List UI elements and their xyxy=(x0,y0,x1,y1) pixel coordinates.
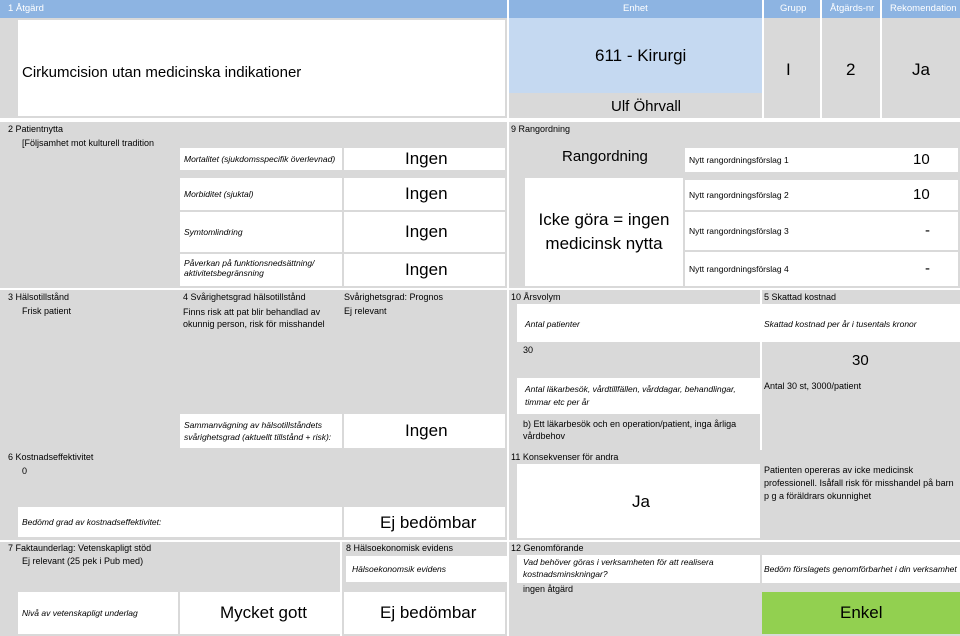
actno-header-text: Åtgärds-nr xyxy=(830,3,875,14)
section-5-header: 5 Skattad kostnad xyxy=(764,292,837,302)
person-cell xyxy=(509,93,762,118)
section-4-header: 4 Svårighetsgrad hälsotillstånd xyxy=(183,292,306,302)
cost-label: Skattad kostnad per år i tusentals kronor xyxy=(764,319,917,329)
patients-label-cell xyxy=(517,304,760,342)
section-1-header xyxy=(0,0,507,18)
weigh-value-cell xyxy=(344,414,505,448)
scientific-support-rating: Mycket gott xyxy=(220,603,307,622)
section-3-header: 3 Hälsotillstånd xyxy=(8,292,70,302)
mortality-label: Mortalitet (sjukdomsspecifik överlevnad) xyxy=(184,154,336,164)
proposal-3-label: Nytt rangordningsförslag 3 xyxy=(689,226,789,236)
implementation-question: Vad behöver göras i verksamheten för att realisera kostnadsminskningar? xyxy=(523,557,714,579)
feasibility-question: Bedöm förslagets genomförbarhet i din verksamhet xyxy=(764,564,957,574)
cost-note: Antal 30 st, 3000/patient xyxy=(764,381,862,391)
ranking-label: Rangordning xyxy=(562,148,648,165)
group-header-text: Grupp xyxy=(780,3,807,14)
scientific-support-label: Nivå av vetenskapligt underlag xyxy=(22,608,138,618)
rec-value: Ja xyxy=(912,60,930,79)
visits-label-cell xyxy=(517,378,760,414)
mortality-label-cell xyxy=(180,148,342,170)
rec-cell xyxy=(882,18,960,118)
proposal-1-label: Nytt rangordningsförslag 1 xyxy=(689,155,789,165)
health-state-value: Frisk patient xyxy=(22,306,72,316)
proposal-1-row xyxy=(685,148,958,172)
symptom-label: Symtomlindring xyxy=(184,227,243,237)
scientific-support-value: Ej relevant (25 pek i Pub med) xyxy=(22,556,144,566)
action-title: Cirkumcision utan medicinska indikationer xyxy=(22,64,302,81)
unit-cell xyxy=(509,18,762,93)
section-7-header: 7 Faktaunderlag: Vetenskapligt stöd xyxy=(8,543,152,553)
scientific-support-label-cell xyxy=(18,592,178,634)
scientific-support-rating-cell xyxy=(180,592,340,634)
cost-effectiveness-value: 0 xyxy=(22,466,28,476)
visits-value: b) Ett läkarbesök och en operation/patient, inga årliga vårdbehov xyxy=(523,419,737,441)
health-economic-rating: Ej bedömbar xyxy=(380,603,477,622)
consequences-section xyxy=(509,450,960,540)
function-label-cell xyxy=(180,254,342,286)
consequences-note: Patienten opereras av icke medicinsk professionell. Isåfall risk för misshandel på barn p g a föräldrars okunnighet xyxy=(764,465,954,501)
morbidity-value-cell xyxy=(344,178,505,210)
weigh-value: Ingen xyxy=(405,421,448,440)
unit-value: 611 - Kirurgi xyxy=(595,46,687,65)
feasibility-rating: Enkel xyxy=(840,603,883,622)
patients-value: 30 xyxy=(523,345,534,355)
rec-header xyxy=(882,0,960,18)
health-economic-label: Hälsoekonomsik evidens xyxy=(352,564,447,574)
rec-header-text: Rekomendation xyxy=(890,3,957,14)
person-name: Ulf Öhrvall xyxy=(611,98,682,115)
action-title-cell xyxy=(0,18,507,118)
section-2-header: 2 Patientnytta xyxy=(8,124,64,134)
patients-label: Antal patienter xyxy=(525,319,580,329)
weigh-label-cell xyxy=(180,414,342,448)
feasibility-question-cell xyxy=(762,555,960,583)
visits-label: Antal läkarbesök, vårdtillfällen, vårddagar, behandlingar, timmar etc per år xyxy=(525,384,736,407)
cost-effectiveness-rating: Ej bedömbar xyxy=(380,513,477,532)
proposal-2-value: 10 xyxy=(913,186,930,203)
section-10-header: 10 Årsvolym xyxy=(511,292,561,302)
proposal-2-label: Nytt rangordningsförslag 2 xyxy=(689,190,789,200)
ranking-section xyxy=(509,122,960,288)
proposal-4-value: - xyxy=(925,260,930,277)
cost-label-cell xyxy=(762,304,960,342)
proposal-4-label: Nytt rangordningsförslag 4 xyxy=(689,264,789,274)
consequences-value: Ja xyxy=(632,492,650,511)
prognosis-header: Svårighetsgrad: Prognos xyxy=(344,292,444,302)
health-economic-rating-cell xyxy=(344,592,505,634)
patient-benefit-section xyxy=(0,122,507,288)
action-title-inner xyxy=(18,20,505,116)
function-value-cell xyxy=(344,254,505,286)
function-label: Påverkan på funktionsnedsättning/ aktivitetsbegränsning xyxy=(184,258,315,278)
proposal-3-value: - xyxy=(925,222,930,239)
group-header xyxy=(764,0,820,18)
cost-effectiveness-label-cell xyxy=(18,507,342,537)
function-value: Ingen xyxy=(405,260,448,279)
section-6-header: 6 Kostnadseffektivitet xyxy=(8,452,94,462)
mortality-value-cell xyxy=(344,148,505,170)
cost-effectiveness-label: Bedömd grad av kostnadseffektivitet: xyxy=(22,517,162,527)
scientific-support-section xyxy=(0,542,340,636)
morbidity-value: Ingen xyxy=(405,184,448,203)
morbidity-label-cell xyxy=(180,178,342,210)
group-cell xyxy=(764,18,820,118)
unit-header-text: Enhet xyxy=(623,3,648,14)
cost-value: 30 xyxy=(852,352,869,369)
implementation-section xyxy=(509,542,960,636)
ranking-statement-cell xyxy=(525,178,683,286)
actno-value: 2 xyxy=(846,60,856,79)
proposal-1-value: 10 xyxy=(913,151,930,168)
section-1-header-text: 1 Åtgärd xyxy=(8,3,44,14)
severity-text: Finns risk att pat blir behandlad av okunnig person, risk för misshandel xyxy=(183,307,325,329)
health-state-section xyxy=(0,290,507,450)
implementation-answer: ingen åtgärd xyxy=(523,584,574,594)
health-economic-label-cell xyxy=(346,556,507,582)
proposal-4-row xyxy=(685,252,958,286)
actno-cell xyxy=(822,18,880,118)
feasibility-rating-cell xyxy=(762,592,960,634)
proposal-3-row xyxy=(685,212,958,250)
section-11-header: 11 Konsekvenser för andra xyxy=(511,452,619,462)
actno-header xyxy=(822,0,880,18)
consequences-value-cell xyxy=(517,464,760,538)
section-9-header: 9 Rangordning xyxy=(511,124,571,134)
health-economic-section xyxy=(342,542,507,636)
estimated-cost-section xyxy=(762,290,960,450)
proposal-2-row xyxy=(685,180,958,210)
cost-effectiveness-rating-cell xyxy=(344,507,505,537)
symptom-value: Ingen xyxy=(405,222,448,241)
ranking-statement: Icke göra = ingen medicinsk nytta xyxy=(538,210,670,253)
patient-benefit-sub: [Följsamhet mot kulturell tradition xyxy=(22,138,155,148)
unit-header xyxy=(509,0,762,18)
section-8-header: 8 Hälsoekonomisk evidens xyxy=(346,543,454,553)
prognosis-value: Ej relevant xyxy=(344,306,387,316)
symptom-value-cell xyxy=(344,212,505,252)
section-12-header: 12 Genomförande xyxy=(511,543,584,553)
annual-volume-section xyxy=(509,290,760,450)
morbidity-label: Morbiditet (sjuktal) xyxy=(184,189,254,199)
cost-effectiveness-section xyxy=(0,450,507,540)
weigh-label: Sammanvägning av hälsotillståndets svårighetsgrad (aktuellt tillstånd + risk): xyxy=(184,420,332,442)
group-value: I xyxy=(786,60,791,79)
implementation-question-cell xyxy=(517,555,760,583)
mortality-value: Ingen xyxy=(405,149,448,168)
symptom-label-cell xyxy=(180,212,342,252)
